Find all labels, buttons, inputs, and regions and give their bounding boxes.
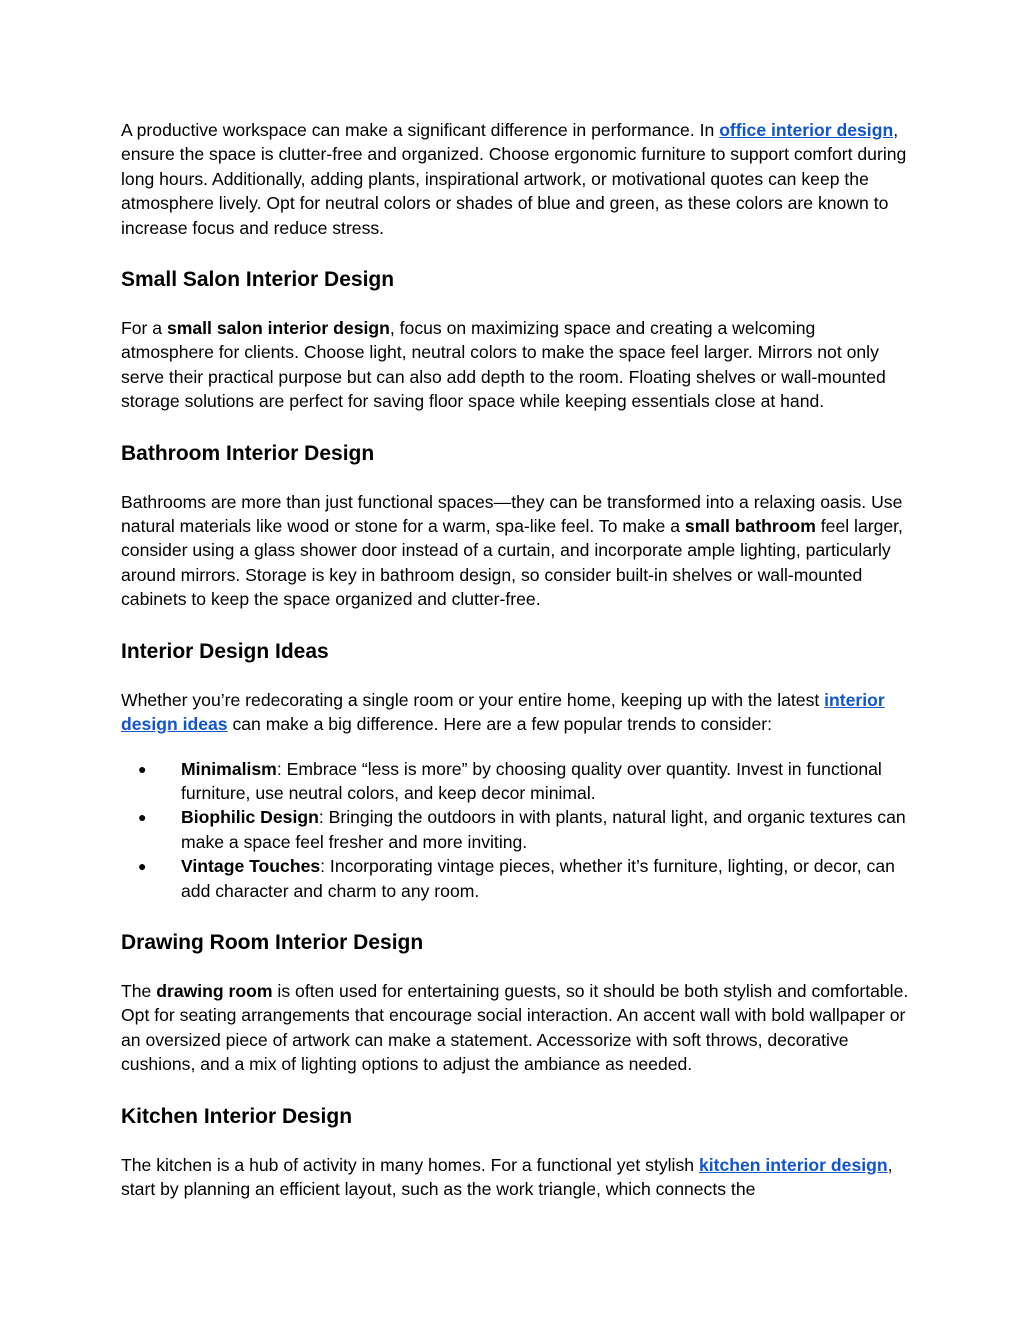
salon-paragraph xyxy=(121,316,911,414)
salon-text-start: For a xyxy=(121,318,167,339)
drawing-text-end: is often used for entertaining guests, so it should be both stylish and comfortable. Opt for seating arrangements that encourage social interaction. An accent wall with bold wallpaper or an oversized piece of artwork can make a statement. Accessorize with soft throws, decorative cushions, and a mix of lighting options to adjust the ambiance as needed. xyxy=(121,980,909,1075)
trend-description: : Incorporating vintage pieces, whether it’s furniture, lighting, or decor, can add character and charm to any room. xyxy=(181,856,895,901)
kitchen-text-start: The kitchen is a hub of activity in many homes. For a functional yet stylish xyxy=(121,1154,699,1175)
bathroom-paragraph xyxy=(121,490,911,612)
document-page xyxy=(121,118,911,1201)
bathroom-text-end: feel larger, consider using a glass shower door instead of a curtain, and incorporate ample lighting, particularly around mirrors. Storage is key in bathroom design, so consider built-in shelves or wall-mounted cabinets to keep the space organized and clutter-free. xyxy=(121,516,903,610)
salon-text-end: , focus on maximizing space and creating a welcoming atmosphere for clients. Choose light, neutral colors to make the space feel larger. Mirrors not only serve their practical purpose but can also add depth to the room. Floating shelves or wall-mounted storage solutions are perfect for saving floor space while keeping essentials close at hand. xyxy=(121,318,886,412)
bathroom-text-start: Bathrooms are more than just functional spaces—they can be transformed into a relaxing oasis. Use natural materials like wood or stone for a warm, spa-like feel. To make a xyxy=(121,491,903,537)
ideas-text-start: Whether you’re redecorating a single room or your entire home, keeping up with the latest xyxy=(121,689,825,710)
trend-description: : Bringing the outdoors in with plants, natural light, and organic textures can make a space feel fresher and more inviting. xyxy=(181,807,906,852)
trend-description: : Embrace “less is more” by choosing quality over quantity. Invest in functional furniture, use neutral colors, and keep decor minimal. xyxy=(181,758,882,803)
office-text-end: , ensure the space is clutter-free and organized. Choose ergonomic furniture to support comfort during long hours. Additionally, adding plants, inspirational artwork, or motivational quotes can keep the atmosphere lively. Opt for neutral colors or shades of blue and green, as these colors are known to increase focus and reduce stress. xyxy=(121,120,907,238)
salon-heading: Small Salon Interior Design xyxy=(121,268,395,292)
kitchen-interior-design-link[interactable]: kitchen interior design xyxy=(698,1154,888,1175)
ideas-paragraph xyxy=(121,688,911,737)
kitchen-text-end: , start by planning an efficient layout, such as the work triangle, which connects the xyxy=(121,1154,893,1199)
list-item xyxy=(121,757,911,806)
kitchen-paragraph xyxy=(121,1153,911,1202)
trend-term: Minimalism xyxy=(181,758,277,779)
bullet-icon: ● xyxy=(138,858,147,875)
bullet-icon: ● xyxy=(138,809,147,826)
interior-design-ideas-link[interactable]: interior design ideas xyxy=(121,689,885,735)
bathroom-heading: Bathroom Interior Design xyxy=(121,441,375,465)
trend-term: Vintage Touches xyxy=(181,856,321,877)
kitchen-heading: Kitchen Interior Design xyxy=(121,1104,353,1128)
drawing-bold-term: drawing room xyxy=(156,980,273,1001)
bathroom-bold-term: small bathroom xyxy=(684,516,816,537)
bullet-icon: ● xyxy=(138,760,147,777)
salon-bold-term: small salon interior design xyxy=(166,318,390,339)
drawing-room-heading: Drawing Room Interior Design xyxy=(121,930,424,954)
office-text-start: A productive workspace can make a significant difference in performance. In xyxy=(121,120,720,140)
ideas-text-end: can make a big difference. Here are a few popular trends to consider: xyxy=(227,714,772,735)
drawing-text-start: The xyxy=(121,980,157,1001)
ideas-heading: Interior Design Ideas xyxy=(121,639,329,663)
office-interior-design-link[interactable]: office interior design xyxy=(719,120,894,140)
office-paragraph xyxy=(121,118,911,240)
list-item xyxy=(121,805,911,854)
trend-term: Biophilic Design xyxy=(181,807,319,828)
trends-list xyxy=(121,757,911,903)
drawing-room-paragraph xyxy=(121,979,911,1077)
list-item xyxy=(121,854,911,903)
